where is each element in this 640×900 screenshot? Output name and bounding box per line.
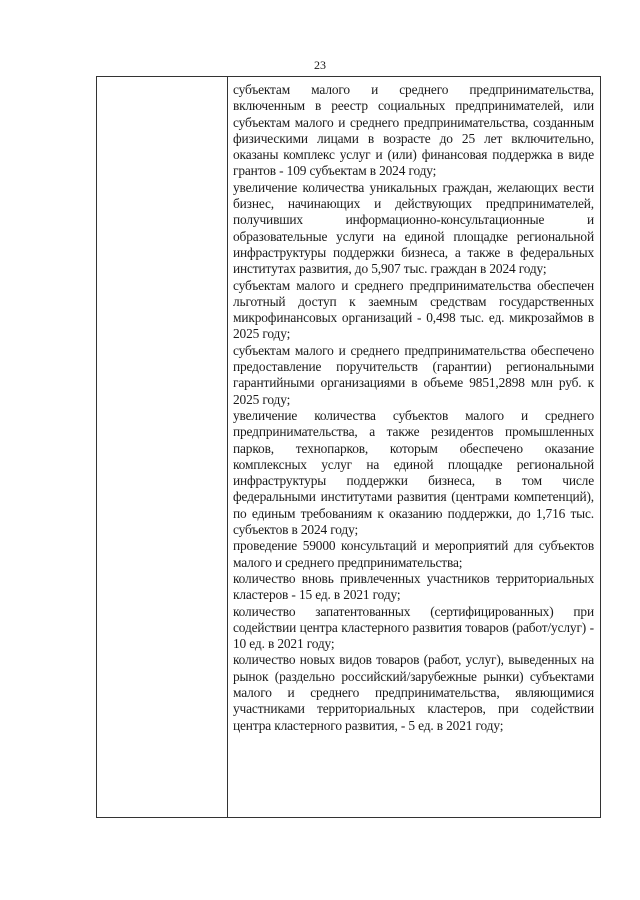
paragraph-microloans: субъектам малого и среднего предпринимательства обеспечен льготный доступ к заемным средствам государственных микрофинансовых организаций - 0,498 тыс. ед. микрозаймов в 2025 году; xyxy=(233,277,594,342)
paragraph-grants-social-entrepreneurs: субъектам малого и среднего предпринимательства, включенным в реестр социальных предпринимателей, или субъектам малого и среднего предпринимательства, созданным физическими лицами в возрасте до 25 лет включительно, оказаны комплекс услуг и (или) финансовая поддержка в виде грантов - 109 субъектам в 2024 году; xyxy=(233,82,594,179)
paragraph-new-goods: количество новых видов товаров (работ, услуг), выведенных на рынок (раздельно российский/зарубежные рынки) субъектами малого и среднего предпринимательства, являющимися участниками территориальных кластеров, при содействии центра кластерного развития, - 5 ед. в 2021 году; xyxy=(233,652,594,733)
table-right-column xyxy=(228,77,600,817)
paragraph-unique-citizens: увеличение количества уникальных граждан, желающих вести бизнес, начинающих и действующих предпринимателей, получивших информационно-консультационные и образовательные услуги на единой площадке региональной инфраструктуры поддержки бизнеса, а также в федеральных институтах развития, до 5,907 тыс. граждан в 2024 году; xyxy=(233,179,594,277)
paragraph-complex-services: увеличение количества субъектов малого и среднего предпринимательства, а также резидентов промышленных парков, технопарков, которым обеспечено оказание комплексных услуг на единой площадке региональной инфраструктуры поддержки бизнеса, в том числе федеральными институтами развития (центрами компетенций), по единым требованиям к оказанию поддержки, до 1,716 тыс. субъектов в 2024 году; xyxy=(233,407,594,538)
paragraph-consultations: проведение 59000 консультаций и мероприятий для субъектов малого и среднего предпринимательства; xyxy=(233,538,594,570)
document-table xyxy=(96,76,601,818)
paragraph-patented-goods: количество запатентованных (сертифицированных) при содействии центра кластерного развития товаров (работ/услуг) - 10 ед. в 2021 году; xyxy=(233,603,594,652)
table-left-column xyxy=(97,77,228,817)
paragraph-guarantees: субъектам малого и среднего предпринимательства обеспечено предоставление поручительств (гарантии) региональными гарантийными организациями в объеме 9851,2898 млн руб. к 2025 году; xyxy=(233,342,594,407)
paragraph-cluster-participants: количество вновь привлеченных участников территориальных кластеров - 15 ед. в 2021 году; xyxy=(233,570,594,603)
page-number: 23 xyxy=(314,58,326,72)
